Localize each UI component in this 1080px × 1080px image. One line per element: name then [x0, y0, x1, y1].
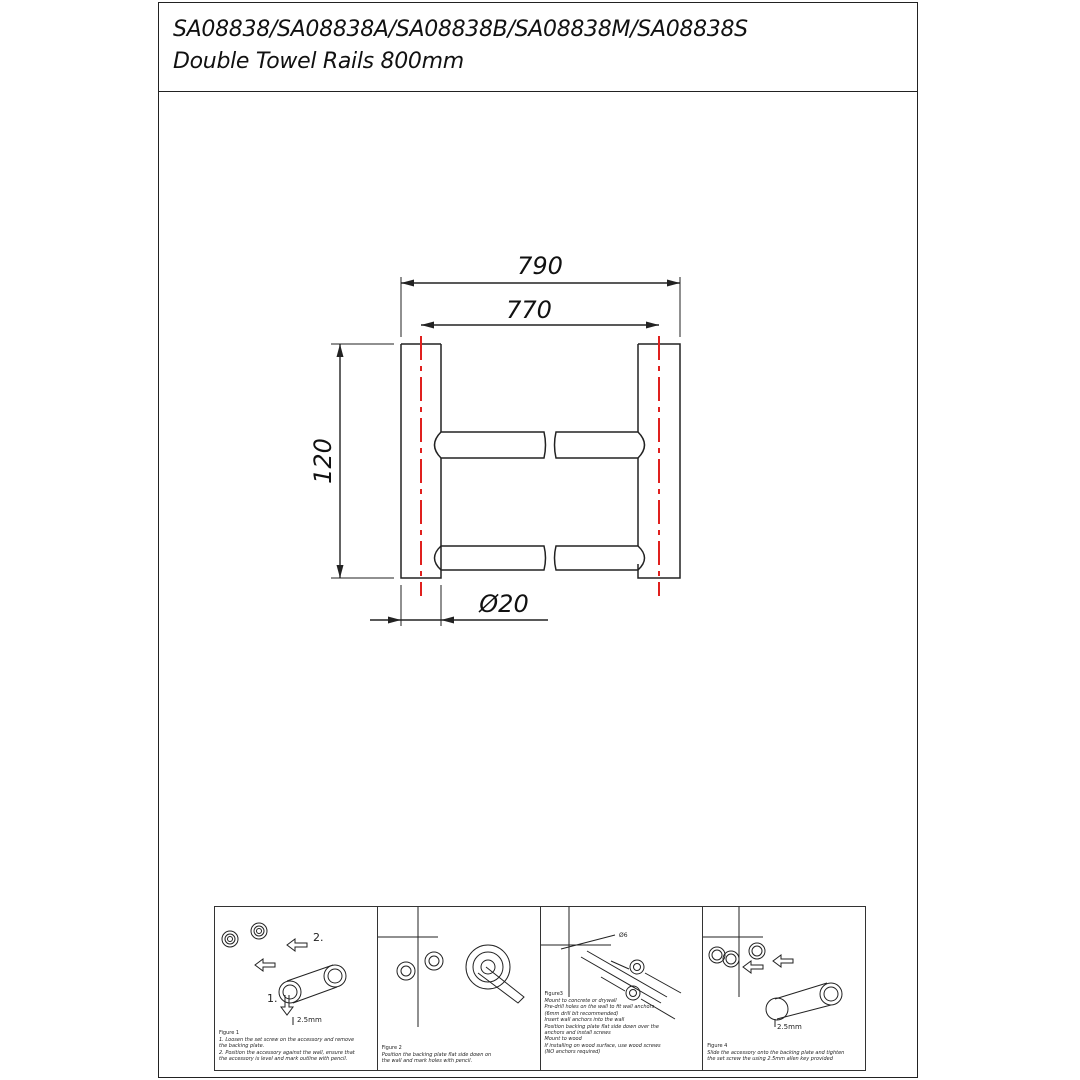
figure-3-panel	[541, 907, 704, 1070]
arrowhead	[667, 280, 680, 287]
arrowhead	[388, 617, 401, 624]
arrowhead	[337, 565, 344, 578]
figure-4-panel	[703, 907, 865, 1070]
dim-770-label: 770	[506, 296, 552, 324]
arrowhead	[646, 322, 659, 329]
arrowhead	[421, 322, 434, 329]
fig1-callout-1: 1.	[267, 992, 278, 1005]
dim-790-label: 790	[517, 252, 563, 280]
model-codes: SA08838/SA08838A/SA08838B/SA08838M/SA08838S	[173, 17, 748, 42]
figure-2-steps: Position the backing plate flat side down on the wall and mark holes with pencil.	[381, 1052, 492, 1065]
figure-3-steps: Mount to concrete or drywall Pre-drill holes on the wall to fit wall anchors (6mm drill bit recommended) Insert wall anchors into the wall Position backing plate flat side down over the anchors and install screws Mount to wood If installing on wood surface, use wood screws (NO anchors required)	[544, 998, 661, 1056]
figure-2-label: Figure 2	[381, 1045, 402, 1051]
lower-rail	[435, 546, 645, 570]
figure-1-panel	[215, 907, 378, 1070]
figure-1-label: Figure 1	[219, 1030, 240, 1036]
figure-1-steps: 1. Loosen the set screw on the accessory and remove the backing plate. 2. Position the accessory against the wall, ensure that the accessory is level and mark outline with pencil.	[219, 1037, 355, 1063]
figure-4-label: Figure 4	[707, 1043, 728, 1049]
dim-120-label: 120	[309, 438, 337, 484]
arrowhead	[401, 280, 414, 287]
installation-steps	[214, 906, 866, 1071]
arrowhead	[441, 617, 454, 624]
fig1-callout-size: 2.5mm	[297, 1016, 322, 1024]
figure-3-label: Figure3	[544, 991, 563, 997]
dim-diameter-label: Ø20	[479, 590, 529, 618]
figure-4-steps: Slide the accessory onto the backing plate and tighten the set screw the using 2.5mm allen key provided	[707, 1050, 845, 1063]
figure-2-illustration	[378, 907, 541, 1070]
upper-rail	[435, 432, 645, 458]
fig1-callout-2: 2.	[313, 931, 324, 944]
product-name: Double Towel Rails 800mm	[173, 49, 464, 74]
fig4-callout-size: 2.5mm	[777, 1023, 803, 1031]
arrowhead	[337, 344, 344, 357]
figure-2-panel	[378, 907, 541, 1070]
fig3-callout-drill: Ø6	[618, 932, 628, 939]
